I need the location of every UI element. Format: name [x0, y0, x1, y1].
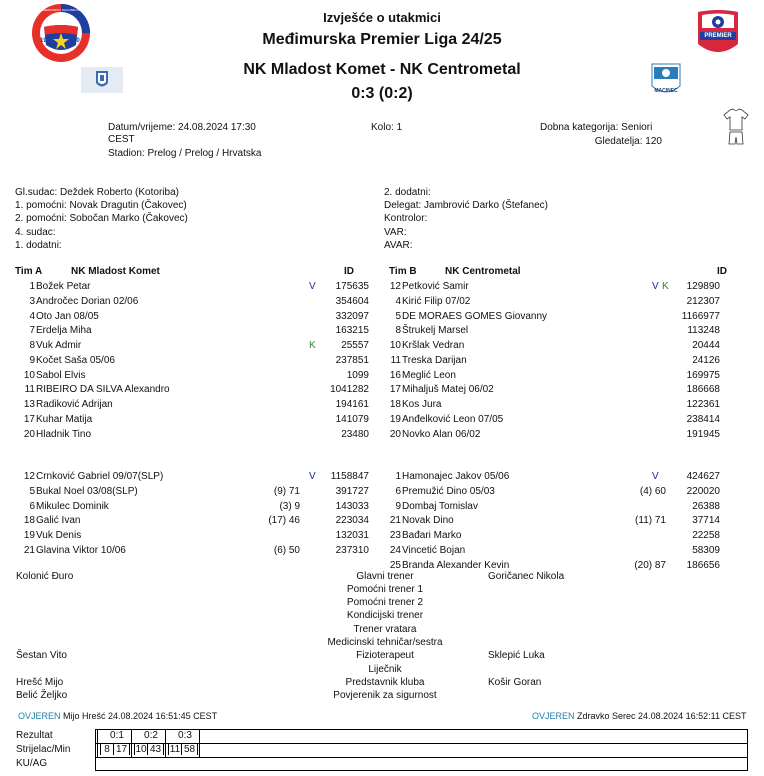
- player-row: [15, 544, 369, 559]
- player-name: DE MORAES GOMES Giovanny: [402, 310, 548, 322]
- match-round: Kolo: 1: [371, 122, 403, 133]
- league-logo-text: PREMIER: [704, 33, 732, 39]
- home-verified-text: Mijo Hrešć 24.08.2024 16:51:45 CEST: [63, 711, 218, 721]
- player-name: Vuk Denis: [36, 530, 82, 541]
- player-number: 20: [389, 428, 401, 440]
- goalkeeper-mark: V: [652, 281, 659, 292]
- spectators: Gledatelja: 120: [594, 136, 662, 147]
- staff-role: Fizioterapeut: [356, 650, 414, 661]
- player-name: Vuk Admir: [36, 340, 82, 351]
- player-id: 141079: [335, 413, 369, 425]
- player-id: 424627: [686, 471, 720, 482]
- player-number: 1: [395, 471, 401, 482]
- player-number: 20: [23, 428, 35, 440]
- scorer-number: 11: [169, 744, 181, 755]
- player-id: 37714: [692, 515, 720, 527]
- age-category: Dobna kategorija: Seniori: [540, 122, 653, 133]
- player-name: Hamonajec Jakov 05/06: [402, 471, 510, 482]
- player-id: 237310: [335, 544, 369, 556]
- match-stadium: Stadion: Prelog / Prelog / Hrvatska: [108, 148, 262, 159]
- away-verified-label: OVJEREN: [532, 711, 575, 721]
- staff-role: Liječnik: [368, 664, 402, 675]
- player-number: 4: [29, 310, 35, 322]
- player-name: Sabol Elvis: [36, 369, 86, 381]
- match-title: NK Mladost Komet - NK Centrometal: [243, 61, 521, 78]
- player-id: 1041282: [330, 384, 369, 396]
- player-id: 163215: [335, 325, 369, 337]
- player-id: 238414: [686, 413, 720, 425]
- federation-logo-year-left: 19: [40, 38, 47, 44]
- player-row: [381, 470, 721, 485]
- team-a-label: Tim A: [15, 266, 43, 277]
- player-id: 237851: [335, 354, 369, 366]
- player-id: 194161: [335, 399, 369, 410]
- result-label: Rezultat: [16, 730, 53, 741]
- player-row: [15, 310, 369, 325]
- player-row: [15, 470, 369, 485]
- team-b-label: Tim B: [389, 266, 417, 277]
- kit-icon: [722, 108, 750, 148]
- player-name: Meglić Leon: [402, 369, 456, 381]
- player-row: [381, 485, 721, 500]
- player-name: Vincetić Bojan: [402, 544, 466, 556]
- away-staff-name: Sklepić Luka: [488, 650, 545, 661]
- player-id: 24126: [692, 354, 720, 366]
- player-number: 1: [29, 281, 35, 292]
- player-name: Treska Darijan: [402, 354, 467, 366]
- player-number: 17: [389, 384, 401, 396]
- staff-role: Medicinski tehničar/sestra: [327, 637, 443, 648]
- player-number: 3: [29, 295, 35, 307]
- player-id: 1099: [346, 369, 369, 381]
- player-number: 18: [23, 515, 35, 527]
- player-id: 1166977: [681, 310, 720, 322]
- team-b-id-header: ID: [717, 266, 727, 277]
- away-verification: [532, 711, 746, 721]
- player-id: 332097: [335, 310, 369, 322]
- player-number: 24: [389, 544, 401, 556]
- player-number: 10: [389, 340, 401, 351]
- player-number: 18: [389, 399, 401, 410]
- player-row: [381, 544, 721, 559]
- player-row: [15, 280, 369, 295]
- score-divider: [165, 729, 166, 757]
- federation-logo-text: MEĐIMURSKI NOGOMETNI SAVEZ: [41, 8, 81, 16]
- goalkeeper-mark: V: [652, 471, 659, 482]
- player-name: Petković Samir: [402, 281, 469, 292]
- staff-role: Trener vratara: [353, 624, 417, 635]
- goalkeeper-mark: V: [309, 281, 316, 292]
- player-number: 6: [395, 485, 401, 497]
- player-row: [381, 324, 721, 339]
- goal-minute: 58: [182, 744, 198, 755]
- player-number: 21: [389, 515, 401, 527]
- substitution-info: (20) 87: [634, 559, 666, 571]
- scorer-number: 8: [100, 744, 114, 755]
- player-name: Radiković Adrijan: [36, 399, 113, 410]
- federation-logo-year-right: 90: [73, 38, 80, 44]
- score-divider: [199, 729, 200, 757]
- player-number: 21: [23, 544, 35, 556]
- controller: Kontrolor:: [384, 213, 428, 224]
- player-row: [15, 428, 369, 443]
- player-id: 354604: [335, 295, 369, 307]
- scorer-number: 10: [135, 744, 147, 755]
- player-number: 4: [395, 295, 401, 307]
- player-id: 169975: [686, 369, 720, 381]
- player-row: [15, 514, 369, 529]
- away-club-badge-text: MACINEC: [654, 88, 678, 94]
- home-verified-label: OVJEREN: [18, 711, 61, 721]
- player-name: Božek Petar: [36, 281, 91, 292]
- score-cell: 0:3: [178, 730, 192, 741]
- var-official: VAR:: [384, 227, 407, 238]
- staff-role: Kondicijski trener: [346, 610, 424, 621]
- player-name: Dombaj Tomislav: [402, 500, 478, 512]
- score-divider: [97, 729, 98, 757]
- home-staff-name: Kolonić Đuro: [16, 571, 74, 582]
- substitution-info: (11) 71: [635, 515, 666, 527]
- player-id: 26388: [692, 500, 720, 512]
- player-id: 186656: [686, 559, 720, 571]
- home-staff-name: Hrešć Mijo: [16, 677, 64, 688]
- home-verification: [18, 711, 217, 721]
- staff-role: Pomoćni trener 1: [346, 584, 424, 595]
- player-id: 25557: [341, 340, 369, 351]
- report-title: Izvješće o utakmici: [323, 10, 441, 25]
- goal-minute: 43: [148, 744, 164, 755]
- player-row: [15, 324, 369, 339]
- substitution-info: (9) 71: [273, 485, 300, 497]
- player-name: Branda Alexander Kevin: [402, 559, 510, 571]
- player-row: [381, 280, 721, 295]
- player-number: 8: [395, 325, 401, 337]
- player-row: [15, 485, 369, 500]
- player-name: Novak Dino: [402, 515, 454, 527]
- team-a-name: NK Mladost Komet: [71, 266, 160, 277]
- player-number: 5: [29, 485, 35, 497]
- match-timezone: CEST: [108, 134, 135, 145]
- player-row: [15, 369, 369, 384]
- player-number: 13: [23, 399, 35, 410]
- result-grid-line-2: [95, 757, 748, 758]
- player-number: 11: [24, 384, 35, 396]
- player-id: 22258: [692, 530, 720, 541]
- player-number: 17: [23, 413, 35, 425]
- match-datetime: Datum/vrijeme: 24.08.2024 17:30: [108, 122, 256, 133]
- player-id: 223034: [335, 515, 369, 527]
- captain-mark: K: [662, 281, 669, 292]
- player-id: 143033: [335, 500, 369, 512]
- player-row: [381, 500, 721, 515]
- captain-mark: K: [309, 340, 316, 351]
- home-staff-name: Šestan Vito: [16, 650, 67, 661]
- goalkeeper-mark: V: [309, 471, 316, 482]
- player-row: [381, 369, 721, 384]
- player-name: Kršlak Vedran: [402, 340, 465, 351]
- player-row: [381, 310, 721, 325]
- player-number: 23: [389, 530, 401, 541]
- referee: Gl.sudac: Deždek Roberto (Kotoriba): [15, 187, 179, 198]
- player-name: RIBEIRO DA SILVA Alexandro: [36, 384, 170, 396]
- player-name: Kirić Filip 07/02: [402, 295, 471, 307]
- player-row: [381, 295, 721, 310]
- player-id: 175635: [335, 281, 369, 292]
- player-name: Novko Alan 06/02: [402, 428, 481, 440]
- additional-referee-2: 2. dodatni:: [384, 187, 431, 198]
- player-id: 132031: [335, 530, 369, 541]
- player-id: 212307: [686, 295, 720, 307]
- player-name: Anđelković Leon 07/05: [402, 413, 504, 425]
- player-number: 16: [389, 369, 401, 381]
- player-row: [15, 339, 369, 354]
- player-row: [15, 500, 369, 515]
- substitution-info: (4) 60: [639, 485, 666, 497]
- league-title: Međimurska Premier Liga 24/25: [262, 31, 502, 48]
- player-row: [381, 514, 721, 529]
- assistant-referee-1: 1. pomoćni: Novak Dragutin (Čakovec): [15, 200, 187, 211]
- player-name: Štrukelj Marsel: [402, 325, 469, 337]
- player-name: Crnković Gabriel 09/07(SLP): [36, 471, 164, 482]
- away-staff-name: Košir Goran: [488, 677, 542, 688]
- team-a-id-header: ID: [344, 266, 354, 277]
- away-staff-name: Goričanec Nikola: [488, 571, 565, 582]
- score-cell: 0:1: [110, 730, 124, 741]
- player-name: Bađari Marko: [402, 530, 462, 541]
- avar-official: AVAR:: [384, 240, 413, 251]
- player-id: 129890: [686, 281, 720, 292]
- player-id: 113248: [687, 325, 720, 337]
- player-id: 1158847: [330, 471, 369, 482]
- player-row: [15, 398, 369, 413]
- player-row: [381, 428, 721, 443]
- staff-role: Predstavnik kluba: [345, 677, 425, 688]
- player-name: Kočet Saša 05/06: [36, 354, 115, 366]
- player-row: [15, 413, 369, 428]
- additional-referee-1: 1. dodatni:: [15, 240, 62, 251]
- player-number: 11: [390, 354, 401, 366]
- player-number: 7: [29, 325, 35, 337]
- player-row: [381, 398, 721, 413]
- staff-role: Povjerenik za sigurnost: [333, 690, 437, 701]
- player-id: 220020: [686, 485, 720, 497]
- player-number: 8: [29, 340, 35, 351]
- staff-role: Pomoćni trener 2: [346, 597, 424, 608]
- player-number: 6: [29, 500, 35, 512]
- player-number: 12: [23, 471, 35, 482]
- player-row: [381, 339, 721, 354]
- player-name: Bukal Noel 03/08(SLP): [36, 485, 138, 497]
- player-row: [15, 383, 369, 398]
- player-row: [15, 354, 369, 369]
- player-name: Glavina Viktor 10/06: [36, 544, 126, 556]
- player-id: 391727: [335, 485, 369, 497]
- player-id: 191945: [686, 428, 720, 440]
- player-number: 25: [389, 559, 401, 571]
- yellow-red-label: KU/AG: [16, 758, 48, 769]
- player-name: Mikulec Dominik: [36, 500, 109, 512]
- scorer-label: Strijelac/Min: [16, 744, 71, 755]
- player-name: Premužić Dino 05/03: [402, 485, 495, 497]
- player-id: 122361: [686, 399, 720, 410]
- player-number: 9: [29, 354, 35, 366]
- player-row: [15, 295, 369, 310]
- substitution-info: (17) 46: [268, 515, 300, 527]
- player-number: 12: [389, 281, 401, 292]
- player-name: Galić Ivan: [36, 515, 81, 527]
- home-club-badge: [81, 67, 123, 93]
- staff-role: Glavni trener: [356, 571, 414, 582]
- player-row: [381, 529, 721, 544]
- player-row: [15, 529, 369, 544]
- player-id: 186668: [686, 384, 720, 396]
- player-row: [381, 383, 721, 398]
- player-name: Andročec Dorian 02/06: [36, 295, 139, 307]
- score-cell: 0:2: [144, 730, 158, 741]
- player-number: 5: [395, 310, 401, 322]
- home-staff-name: Belić Željko: [16, 690, 68, 701]
- fourth-official: 4. sudac:: [15, 227, 56, 238]
- player-id: 20444: [692, 340, 720, 351]
- player-name: Kuhar Matija: [36, 413, 93, 425]
- player-row: [381, 354, 721, 369]
- player-number: 19: [23, 530, 35, 541]
- assistant-referee-2: 2. pomoćni: Sobočan Marko (Čakovec): [15, 213, 188, 224]
- player-number: 19: [389, 413, 401, 425]
- player-number: 9: [395, 500, 401, 512]
- player-id: 23480: [341, 428, 369, 440]
- delegate: Delegat: Jambrović Darko (Štefanec): [384, 200, 548, 211]
- substitution-info: (6) 50: [273, 544, 300, 556]
- goal-minute: 17: [114, 744, 130, 755]
- player-number: 10: [23, 369, 35, 381]
- player-name: Hladnik Tino: [36, 428, 92, 440]
- away-verified-text: Zdravko Serec 24.08.2024 16:52:11 CEST: [577, 711, 747, 721]
- score-divider: [131, 729, 132, 757]
- match-score: 0:3 (0:2): [351, 85, 413, 102]
- player-name: Mihaljuš Matej 06/02: [402, 384, 494, 396]
- player-id: 58309: [692, 544, 720, 556]
- player-name: Oto Jan 08/05: [36, 310, 99, 322]
- team-b-name: NK Centrometal: [445, 266, 521, 277]
- player-name: Kos Jura: [402, 399, 442, 410]
- player-name: Erdelja Miha: [36, 325, 92, 337]
- substitution-info: (3) 9: [279, 500, 300, 512]
- player-row: [381, 413, 721, 428]
